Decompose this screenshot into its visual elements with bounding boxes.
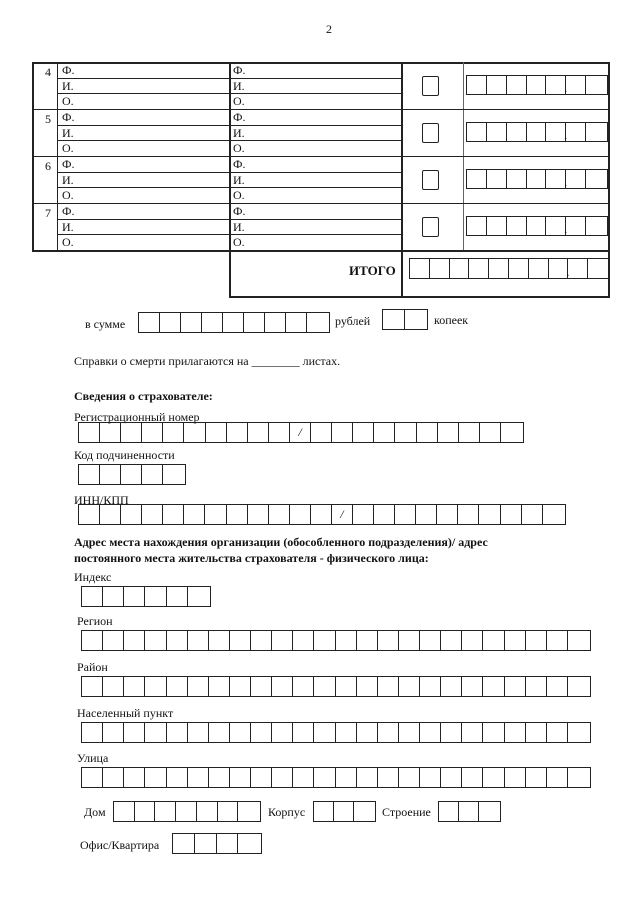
input-cell[interactable] — [293, 631, 314, 650]
input-cell[interactable] — [505, 723, 526, 742]
input-cell[interactable] — [167, 587, 188, 606]
input-cell[interactable] — [469, 259, 489, 278]
input-cell[interactable] — [124, 677, 145, 696]
input-cell[interactable] — [269, 505, 290, 524]
input-cell[interactable] — [336, 677, 357, 696]
input-cell[interactable] — [188, 723, 209, 742]
input-cell[interactable] — [314, 768, 335, 787]
input-cell[interactable] — [487, 123, 507, 141]
input-cell[interactable] — [479, 505, 500, 524]
input-cell[interactable] — [173, 834, 195, 853]
input-cell[interactable] — [82, 723, 103, 742]
address-heading-line2: постоянного места жительства страхователя - физического лица: — [74, 551, 429, 565]
input-cell[interactable] — [135, 802, 156, 821]
input-cell[interactable] — [467, 123, 487, 141]
row-amount-field[interactable] — [466, 169, 608, 189]
input-cell[interactable] — [167, 677, 188, 696]
recipient-name-field[interactable]: О. — [62, 141, 74, 156]
input-cell[interactable] — [293, 723, 314, 742]
input-cell[interactable] — [311, 423, 332, 442]
input-cell[interactable] — [526, 631, 547, 650]
input-cell[interactable] — [251, 631, 272, 650]
input-cell[interactable] — [336, 768, 357, 787]
input-cell[interactable] — [480, 423, 501, 442]
input-cell[interactable] — [230, 723, 251, 742]
input-cell[interactable] — [124, 631, 145, 650]
input-cell[interactable] — [566, 76, 586, 94]
input-cell[interactable] — [586, 217, 606, 235]
input-cell[interactable] — [462, 723, 483, 742]
input-cell[interactable] — [568, 631, 589, 650]
district-label: Район — [77, 660, 108, 674]
total-label: ИТОГО — [349, 263, 396, 278]
input-cell[interactable] — [145, 631, 166, 650]
input-cell[interactable] — [526, 768, 547, 787]
input-cell[interactable] — [420, 723, 441, 742]
input-cell[interactable] — [586, 123, 606, 141]
input-cell[interactable] — [314, 802, 334, 821]
input-cell[interactable] — [568, 723, 589, 742]
second-name-field[interactable]: И. — [233, 172, 245, 187]
input-cell[interactable] — [272, 723, 293, 742]
input-cell[interactable] — [354, 802, 374, 821]
input-cell[interactable] — [505, 677, 526, 696]
input-cell[interactable] — [462, 631, 483, 650]
separator-slash: / — [298, 425, 302, 439]
input-cell[interactable] — [467, 217, 487, 235]
input-cell[interactable] — [332, 505, 353, 524]
decimal-point: . — [566, 265, 570, 279]
input-cell[interactable] — [272, 631, 293, 650]
row-checkbox[interactable] — [422, 170, 439, 190]
input-cell[interactable] — [334, 802, 354, 821]
sum-kopecks-field[interactable] — [382, 309, 428, 330]
second-name-field[interactable]: О. — [233, 235, 245, 250]
input-cell[interactable] — [441, 768, 462, 787]
input-cell[interactable] — [114, 802, 135, 821]
input-cell[interactable] — [395, 423, 416, 442]
input-cell[interactable] — [293, 677, 314, 696]
input-cell[interactable] — [526, 723, 547, 742]
input-cell[interactable] — [547, 631, 568, 650]
input-cell[interactable] — [103, 677, 124, 696]
input-cell[interactable] — [420, 768, 441, 787]
input-cell[interactable] — [223, 313, 244, 332]
input-cell[interactable] — [441, 677, 462, 696]
reg-number-label: Регистрационный номер — [74, 410, 200, 424]
reg-number-field[interactable] — [78, 422, 524, 443]
input-cell[interactable] — [437, 505, 458, 524]
input-cell[interactable] — [527, 170, 547, 188]
decimal-point: . — [564, 222, 568, 236]
second-name-field[interactable]: Ф. — [233, 110, 246, 124]
input-cell[interactable] — [566, 217, 586, 235]
input-cell[interactable] — [399, 768, 420, 787]
input-cell[interactable] — [378, 677, 399, 696]
region-field[interactable] — [81, 630, 591, 651]
input-cell[interactable] — [509, 259, 529, 278]
input-cell[interactable] — [209, 723, 230, 742]
input-cell[interactable] — [184, 423, 205, 442]
input-cell[interactable] — [586, 170, 606, 188]
input-cell[interactable] — [145, 677, 166, 696]
input-cell[interactable] — [82, 677, 103, 696]
input-cell[interactable] — [145, 768, 166, 787]
input-cell[interactable] — [357, 631, 378, 650]
input-cell[interactable] — [547, 677, 568, 696]
input-cell[interactable] — [209, 631, 230, 650]
input-cell[interactable] — [522, 505, 543, 524]
input-cell[interactable] — [121, 423, 142, 442]
recipient-name-field[interactable]: Ф. — [62, 63, 75, 77]
street-label: Улица — [77, 751, 109, 765]
inn-kpp-field[interactable] — [78, 504, 566, 525]
input-cell[interactable] — [176, 802, 197, 821]
input-cell[interactable] — [197, 802, 218, 821]
input-cell[interactable] — [230, 677, 251, 696]
input-cell[interactable] — [244, 313, 265, 332]
input-cell[interactable] — [121, 505, 142, 524]
structure-field[interactable] — [438, 801, 501, 822]
input-cell[interactable] — [248, 423, 269, 442]
second-name-field[interactable]: О. — [233, 188, 245, 203]
input-cell[interactable] — [142, 465, 163, 484]
input-cell[interactable] — [568, 768, 589, 787]
input-cell[interactable] — [265, 313, 286, 332]
input-cell[interactable] — [378, 768, 399, 787]
inn-kpp-label: ИНН/КПП — [74, 493, 129, 507]
input-cell[interactable] — [167, 723, 188, 742]
total-amount-field[interactable] — [409, 258, 610, 279]
input-cell[interactable] — [163, 465, 184, 484]
input-cell[interactable] — [430, 259, 450, 278]
second-name-field[interactable]: И. — [233, 125, 245, 140]
district-field[interactable] — [81, 676, 591, 697]
input-cell[interactable] — [483, 723, 504, 742]
input-cell[interactable] — [483, 768, 504, 787]
input-cell[interactable] — [160, 313, 181, 332]
input-cell[interactable] — [357, 768, 378, 787]
input-cell[interactable] — [487, 170, 507, 188]
index-label: Индекс — [74, 570, 112, 584]
row-number: 4 — [45, 65, 51, 79]
second-name-field[interactable]: О. — [233, 94, 245, 109]
input-cell[interactable] — [139, 313, 160, 332]
table-row — [32, 62, 609, 109]
building-label: Корпус — [268, 805, 306, 819]
input-cell[interactable] — [438, 423, 459, 442]
input-cell[interactable] — [357, 677, 378, 696]
sum-rubles-field[interactable] — [138, 312, 330, 333]
input-cell[interactable] — [547, 768, 568, 787]
input-cell[interactable] — [121, 465, 142, 484]
house-field[interactable] — [113, 801, 261, 822]
decimal-point: . — [564, 128, 568, 142]
input-cell[interactable] — [227, 423, 248, 442]
region-label: Регион — [77, 614, 113, 628]
input-cell[interactable] — [103, 723, 124, 742]
input-cell[interactable] — [82, 587, 103, 606]
input-cell[interactable] — [505, 768, 526, 787]
input-cell[interactable] — [458, 505, 479, 524]
second-name-field[interactable]: И. — [233, 78, 245, 93]
input-cell[interactable] — [269, 423, 290, 442]
recipient-name-field[interactable]: И. — [62, 172, 74, 187]
input-cell[interactable] — [227, 505, 248, 524]
input-cell[interactable] — [195, 834, 217, 853]
row-checkbox[interactable] — [422, 123, 439, 143]
input-cell[interactable] — [82, 631, 103, 650]
sum-prefix-label: в сумме — [85, 317, 126, 331]
input-cell[interactable] — [527, 76, 547, 94]
input-cell[interactable] — [353, 423, 374, 442]
input-cell[interactable] — [230, 631, 251, 650]
input-cell[interactable] — [100, 505, 121, 524]
input-cell[interactable] — [163, 423, 184, 442]
second-name-field[interactable]: Ф. — [233, 63, 246, 77]
input-cell[interactable] — [311, 505, 332, 524]
input-cell[interactable] — [332, 423, 353, 442]
input-cell[interactable] — [251, 723, 272, 742]
input-cell[interactable] — [353, 505, 374, 524]
house-label: Дом — [84, 805, 106, 819]
input-cell[interactable] — [399, 723, 420, 742]
locality-field[interactable] — [81, 722, 591, 743]
input-cell[interactable] — [124, 587, 145, 606]
input-cell[interactable] — [188, 768, 209, 787]
input-cell[interactable] — [336, 631, 357, 650]
recipient-name-field[interactable]: Ф. — [62, 110, 75, 124]
input-cell[interactable] — [462, 768, 483, 787]
office-field[interactable] — [172, 833, 262, 854]
input-cell[interactable] — [489, 259, 509, 278]
input-cell[interactable] — [218, 802, 239, 821]
input-cell[interactable] — [507, 76, 527, 94]
input-cell[interactable] — [483, 677, 504, 696]
input-cell[interactable] — [505, 631, 526, 650]
input-cell[interactable] — [100, 465, 121, 484]
input-cell[interactable] — [103, 587, 124, 606]
table-row — [32, 156, 609, 203]
input-cell[interactable] — [395, 505, 416, 524]
structure-label: Строение — [382, 805, 431, 819]
input-cell[interactable] — [188, 631, 209, 650]
input-cell[interactable] — [399, 677, 420, 696]
input-cell[interactable] — [507, 217, 527, 235]
row-number: 5 — [45, 112, 51, 126]
input-cell[interactable] — [483, 631, 504, 650]
input-cell[interactable] — [588, 259, 608, 278]
input-cell[interactable] — [450, 259, 470, 278]
locality-label: Населенный пункт — [77, 706, 174, 720]
input-cell[interactable] — [383, 310, 405, 329]
input-cell[interactable] — [248, 505, 269, 524]
recipient-name-field[interactable]: Ф. — [62, 204, 75, 218]
row-checkbox[interactable] — [422, 76, 439, 96]
input-cell[interactable] — [82, 768, 103, 787]
death-certificates-text: Справки о смерти прилагаются на ________ листах. — [74, 354, 341, 368]
row-amount-field[interactable] — [466, 122, 608, 142]
input-cell[interactable] — [416, 505, 437, 524]
recipient-name-field[interactable]: О. — [62, 235, 74, 250]
index-field[interactable] — [81, 586, 211, 607]
input-cell[interactable] — [100, 423, 121, 442]
row-checkbox[interactable] — [422, 217, 439, 237]
input-cell[interactable] — [142, 423, 163, 442]
input-cell[interactable] — [420, 677, 441, 696]
input-cell[interactable] — [272, 768, 293, 787]
input-cell[interactable] — [188, 587, 209, 606]
page-number: 2 — [326, 22, 332, 36]
office-label: Офис/Квартира — [80, 838, 160, 852]
input-cell[interactable] — [378, 631, 399, 650]
input-cell[interactable] — [124, 768, 145, 787]
input-cell[interactable] — [167, 768, 188, 787]
input-cell[interactable] — [526, 677, 547, 696]
row-amount-field[interactable] — [466, 216, 608, 236]
input-cell[interactable] — [103, 631, 124, 650]
input-cell[interactable] — [462, 677, 483, 696]
input-cell[interactable] — [410, 259, 430, 278]
recipient-name-field[interactable]: И. — [62, 219, 74, 234]
input-cell[interactable] — [357, 723, 378, 742]
street-field[interactable] — [81, 767, 591, 788]
input-cell[interactable] — [543, 505, 564, 524]
input-cell[interactable] — [202, 313, 223, 332]
input-cell[interactable] — [238, 834, 260, 853]
insurer-heading: Сведения о страхователе: — [74, 389, 213, 403]
input-cell[interactable] — [399, 631, 420, 650]
input-cell[interactable] — [479, 802, 499, 821]
input-cell[interactable] — [568, 259, 588, 278]
input-cell[interactable] — [293, 768, 314, 787]
recipient-name-field[interactable]: И. — [62, 125, 74, 140]
input-cell[interactable] — [124, 723, 145, 742]
input-cell[interactable] — [209, 677, 230, 696]
input-cell[interactable] — [586, 76, 606, 94]
input-cell[interactable] — [286, 313, 307, 332]
input-cell[interactable] — [103, 768, 124, 787]
input-cell[interactable] — [487, 76, 507, 94]
input-cell[interactable] — [290, 505, 311, 524]
input-cell[interactable] — [487, 217, 507, 235]
input-cell[interactable] — [336, 723, 357, 742]
input-cell[interactable] — [251, 768, 272, 787]
input-cell[interactable] — [507, 123, 527, 141]
decimal-point: . — [564, 81, 568, 95]
rubles-label: рублей — [335, 314, 371, 328]
input-cell[interactable] — [459, 423, 480, 442]
input-cell[interactable] — [459, 802, 479, 821]
input-cell[interactable] — [79, 423, 100, 442]
input-cell[interactable] — [566, 123, 586, 141]
input-cell[interactable] — [314, 677, 335, 696]
input-cell[interactable] — [529, 259, 549, 278]
input-cell[interactable] — [307, 313, 328, 332]
input-cell[interactable] — [527, 123, 547, 141]
input-cell[interactable] — [501, 423, 522, 442]
input-cell[interactable] — [417, 423, 438, 442]
input-cell[interactable] — [79, 465, 100, 484]
input-cell[interactable] — [566, 170, 586, 188]
input-cell[interactable] — [547, 723, 568, 742]
input-cell[interactable] — [163, 505, 184, 524]
recipient-name-field[interactable]: Ф. — [62, 157, 75, 171]
input-cell[interactable] — [217, 834, 239, 853]
input-cell[interactable] — [314, 631, 335, 650]
sub-code-label: Код подчиненности — [74, 448, 175, 462]
input-cell[interactable] — [405, 310, 427, 329]
input-cell[interactable] — [205, 505, 226, 524]
input-cell[interactable] — [467, 170, 487, 188]
separator-slash: / — [340, 507, 344, 521]
input-cell[interactable] — [251, 677, 272, 696]
second-name-field[interactable]: О. — [233, 141, 245, 156]
input-cell[interactable] — [374, 423, 395, 442]
row-amount-field[interactable] — [466, 75, 608, 95]
input-cell[interactable] — [155, 802, 176, 821]
input-cell[interactable] — [272, 677, 293, 696]
input-cell[interactable] — [501, 505, 522, 524]
input-cell[interactable] — [206, 423, 227, 442]
input-cell[interactable] — [209, 768, 230, 787]
input-cell[interactable] — [374, 505, 395, 524]
row-number: 7 — [45, 206, 51, 220]
address-heading-line1: Адрес места нахождения организации (обособленного подразделения)/ адрес — [74, 535, 488, 549]
second-name-field[interactable]: Ф. — [233, 157, 246, 171]
decimal-point: . — [564, 175, 568, 189]
input-cell[interactable] — [230, 768, 251, 787]
input-cell[interactable] — [142, 505, 163, 524]
input-cell[interactable] — [181, 313, 202, 332]
second-name-field[interactable]: И. — [233, 219, 245, 234]
input-cell[interactable] — [467, 76, 487, 94]
input-cell[interactable] — [507, 170, 527, 188]
input-cell[interactable] — [238, 802, 259, 821]
input-cell[interactable] — [184, 505, 205, 524]
input-cell[interactable] — [145, 587, 166, 606]
input-cell[interactable] — [188, 677, 209, 696]
second-name-field[interactable]: Ф. — [233, 204, 246, 218]
table-row — [32, 203, 609, 250]
sub-code-field[interactable] — [78, 464, 186, 485]
recipient-name-field[interactable]: И. — [62, 78, 74, 93]
input-cell[interactable] — [167, 631, 188, 650]
input-cell[interactable] — [145, 723, 166, 742]
input-cell[interactable] — [527, 217, 547, 235]
recipient-name-field[interactable]: О. — [62, 188, 74, 203]
input-cell[interactable] — [79, 505, 100, 524]
input-cell[interactable] — [441, 723, 462, 742]
row-number: 6 — [45, 159, 51, 173]
recipient-name-field[interactable]: О. — [62, 94, 74, 109]
building-field[interactable] — [313, 801, 376, 822]
input-cell[interactable] — [441, 631, 462, 650]
table-row — [32, 109, 609, 156]
kopecks-label: копеек — [434, 313, 469, 327]
input-cell[interactable] — [420, 631, 441, 650]
input-cell[interactable] — [314, 723, 335, 742]
input-cell[interactable] — [568, 677, 589, 696]
input-cell[interactable] — [439, 802, 459, 821]
input-cell[interactable] — [378, 723, 399, 742]
input-cell[interactable] — [290, 423, 311, 442]
